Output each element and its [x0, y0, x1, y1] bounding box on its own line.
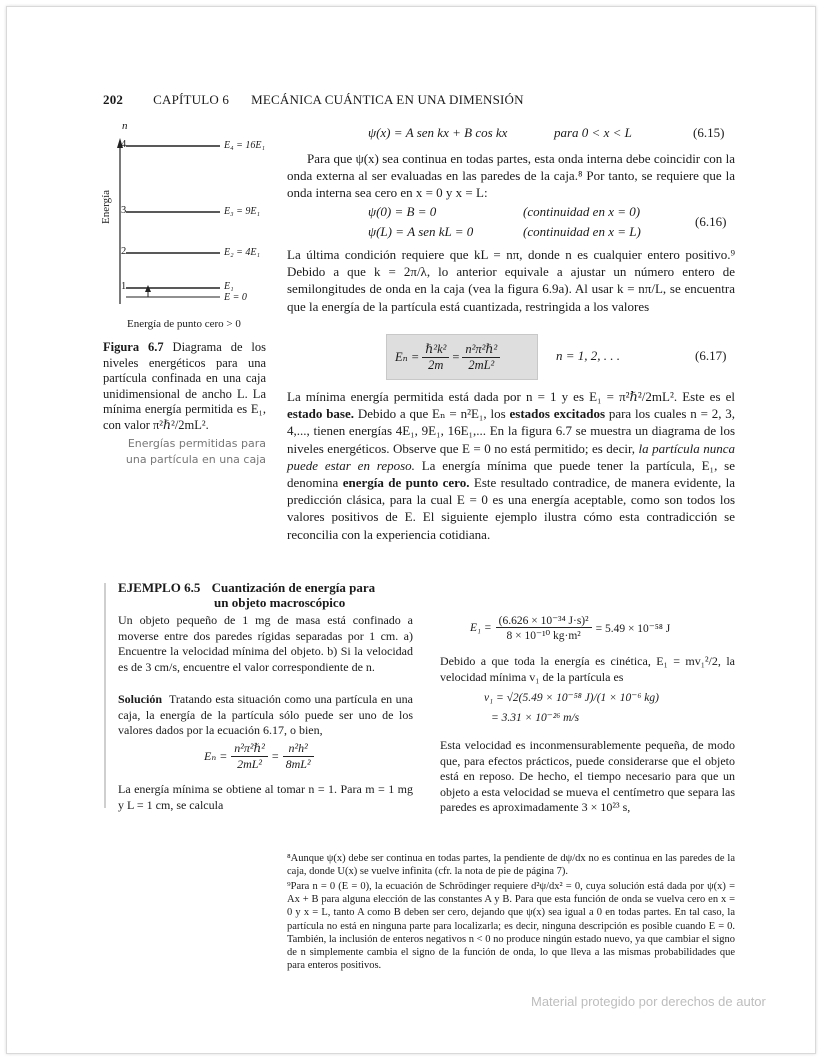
eq-617-f2-numerator: n²π²ℏ² [462, 341, 500, 358]
example-label: EJEMPLO 6.5 [118, 580, 201, 595]
figure-caption [103, 340, 266, 434]
eq-616-cond-1: (continuidad en x = 0) [523, 204, 641, 219]
eq-617-equals: = [452, 349, 460, 364]
footnote-9: ⁹Para n = 0 (E = 0), la ecuación de Schrödinger requiere d²ψ/dx² = 0, cuya solución está dada por ψ(x) = Ax + B para alguna elección de las constantes A y B. Para que esta función de onda se vuelva cero en x = 0 y x = L, tanto A como B deben ser cero, dejando que ψ(x) sea igual a 0 en todas partes. En tal caso, la partícula no está en ninguna parte para localizarla; es decir, ninguna descripción es posible cuando E = 0. También, la inclusión de enteros negativos n < 0 no produce ningún estado nuevo, ya que cambiar el signo de n simplemente cambia el signo de la función de onda, lo que lleva a las mismas probabilidades que para enteros positivos. [287, 881, 735, 972]
ex-eq-f2-numerator: n²h² [283, 741, 314, 757]
level-4-n: 4 [121, 139, 127, 150]
example-energy-equation [204, 741, 314, 772]
velocity-equation-line-1: v₁ = √2(5.49 × 10⁻⁵⁸ J)/(1 × 10⁻⁶ kg) [484, 692, 659, 704]
p3-part-f: Este resultado contradice, de manera evidente, la predicción clásica, para la cual E = 0 es una energía aceptable, como son todos los valores positivos de E. El siguiente ejemplo ilustra cómo esta contradicción se reconcilia con la experiencia cotidiana. [287, 475, 735, 542]
ex-eq-lhs: Eₙ = [204, 749, 228, 763]
level-2-n: 2 [121, 246, 127, 257]
energy-level-diagram [100, 118, 280, 330]
term-ground-state: estado base. [287, 406, 355, 422]
kinetic-energy-text: Debido a que toda la energía es cinética, E₁ = mv₁²/2, la velocidad mínima v₁ de la partícula es [440, 654, 735, 684]
eq-617-fraction-1 [422, 341, 449, 373]
eq-616-cond-2: (continuidad en x = L) [523, 224, 641, 239]
eq-617-condition: n = 1, 2, . . . [556, 348, 621, 363]
running-header [103, 92, 524, 108]
chapter-label: CAPÍTULO 6 [153, 92, 230, 107]
eq-616-line-2: ψ(L) = A sen kL = 0 [368, 224, 474, 239]
paragraph-ground-state [287, 388, 735, 543]
level-1-n: 1 [121, 281, 127, 292]
velocity-equation-line-2: = 3.31 × 10⁻²⁶ m/s [491, 712, 580, 724]
example-solution [118, 692, 413, 739]
solution-label: Solución [118, 692, 163, 706]
e1-lhs: E₁ = [470, 621, 492, 634]
eq-617-lhs: Eₙ = [395, 350, 420, 364]
example-problem: Un objeto pequeño de 1 mg de masa está confinado a moverse entre dos paredes rígidas separadas por 1 cm. a) Encuentre la velocidad mínima del objeto. b) Si la velocidad es de 3 cm/s, encuentre el valor correspondiente de n. [118, 613, 413, 674]
margin-note [100, 436, 266, 468]
p3-part-c: Debido a que Eₙ = n²E₁, los [354, 406, 510, 422]
ex-eq-fraction-1 [231, 741, 268, 772]
level-3-label: E₃ = 9E₁ [224, 206, 260, 217]
example-title-line-1: Cuantización de energía para [211, 580, 376, 595]
e1-calculation [470, 613, 670, 642]
eq-615-number: (6.15) [693, 125, 725, 140]
eq-617-number: (6.17) [695, 348, 727, 363]
copyright-watermark: Material protegido por derechos de autor [531, 994, 766, 1009]
eq-617-fraction-2 [462, 341, 500, 373]
example-after-text: La energía mínima se obtiene al tomar n = 1. Para m = 1 mg y L = 1 cm, se calcula [118, 782, 413, 812]
energy-axis-label: Energía [100, 189, 112, 224]
p3-part-e: La energía mínima que puede tener la partícula, E₁, se denomina [287, 457, 735, 491]
n-axis-label: n [122, 120, 128, 132]
eq-616-number: (6.16) [695, 214, 727, 229]
e1-fraction [496, 613, 592, 642]
e1-result: = 5.49 × 10⁻⁵⁸ J [595, 622, 671, 635]
example-left-rule [104, 583, 106, 808]
ex-eq-fraction-2 [283, 741, 314, 772]
figure-label: Figura 6.7 [103, 340, 164, 354]
paragraph-continuity: Para que ψ(x) sea continua en todas partes, esta onda interna debe coincidir con la onda externa al ser evaluadas en las paredes de la caja.⁸ Por tanto, se requiere que la onda interna sea cero en x = 0 y x = L: [287, 151, 735, 201]
eq-617-highlight-box [386, 334, 538, 380]
eq-617-f1-numerator: ℏ²k² [422, 341, 449, 358]
term-zero-point-energy: energía de punto cero. [342, 475, 470, 491]
ex-eq-f1-denominator: 2mL² [237, 757, 263, 771]
paragraph-quantization: La última condición requiere que kL = nπ, donde n es cualquier entero positivo.⁹ Debido a que k = 2π/λ, lo anterior equivale a ajustar un número entero de semilongitudes de onda en la caja (vea la figura 6.9a). Al usar k = nπ/L, se encuentra que la energía de la partícula está cuantizada, restringida a los valores [287, 247, 735, 314]
example-heading [118, 580, 375, 596]
eq-615-condition: para 0 < x < L [554, 125, 632, 140]
equation-6-15 [368, 125, 507, 141]
e1-numerator: (6.626 × 10⁻³⁴ J·s)² [496, 613, 592, 628]
level-3-n: 3 [121, 205, 127, 216]
e1-denominator: 8 × 10⁻¹⁰ kg·m² [506, 630, 581, 642]
velocity-discussion-text: Esta velocidad es inconmensurablemente pequeña, de modo que, para efectos prácticos, puede considerarse que el objeto está en reposo. De hecho, el tiempo necesario para que un objeto a esta velocidad se mueva el centímetro que separa las paredes es aproximadamente 3 × 10²³ s, [440, 738, 735, 815]
solution-text: Tratando esta situación como una partícula en una caja, la energía de la partícula sólo puede ser uno de los valores dados por la ecuación 6.17, o bien, [118, 692, 413, 738]
level-4-label: E₄ = 16E₁ [224, 140, 265, 151]
p3-part-d: para los cuales n = 2, 3, 4,..., tienen energías 4E₁, 9E₁, 16E₁,... En la figura 6.7 se muestra un diagrama de los niveles energéticos. Observe que E = 0 no está permitido; es decir, [287, 406, 736, 456]
term-excited-states: estados excitados [509, 406, 606, 422]
p3-part-a: La mínima energía permitida está dada por n = 1 y es E₁ = π²ℏ²/2mL². Este es el [287, 389, 735, 404]
example-title-line-2: un objeto macroscópico [214, 595, 346, 610]
chapter-title: MECÁNICA CUÁNTICA EN UNA DIMENSIÓN [251, 92, 524, 107]
margin-note-line-2: una partícula en una caja [125, 453, 266, 466]
ex-eq-f1-numerator: n²π²ℏ² [231, 741, 268, 757]
footnote-8: ⁸Aunque ψ(x) debe ser continua en todas partes, la pendiente de dψ/dx no es continua en las paredes de la caja, donde U(x) se vuelve infinita (cfr. la nota de pie de página 7). [287, 853, 735, 878]
eq-617-f2-denominator: 2mL² [468, 358, 495, 372]
ex-eq-f2-denominator: 8mL² [285, 757, 311, 771]
margin-note-line-1: Energías permitidas para [127, 437, 266, 450]
eq-617-f1-denominator: 2m [428, 358, 444, 372]
page-number: 202 [103, 92, 124, 107]
figure-caption-text: Diagrama de los niveles energéticos para una partícula confinada en una caja unidimensional de ancho L. La mínima energía permitida es E₁, con valor π²ℏ²/2mL². [103, 340, 267, 432]
ex-eq-equals: = [271, 749, 279, 763]
zero-energy-label: E = 0 [224, 292, 247, 303]
eq-616-line-1: ψ(0) = B = 0 [368, 204, 437, 219]
p3-italic-rest: la partícula nunca puede estar en reposo. [287, 440, 735, 473]
eq-615-lhs: ψ(x) = A sen kx + B cos kx [368, 125, 508, 140]
level-1-label: E₁ [224, 281, 234, 292]
level-2-label: E₂ = 4E₁ [224, 247, 260, 258]
zero-point-energy-label: Energía de punto cero > 0 [127, 318, 241, 330]
